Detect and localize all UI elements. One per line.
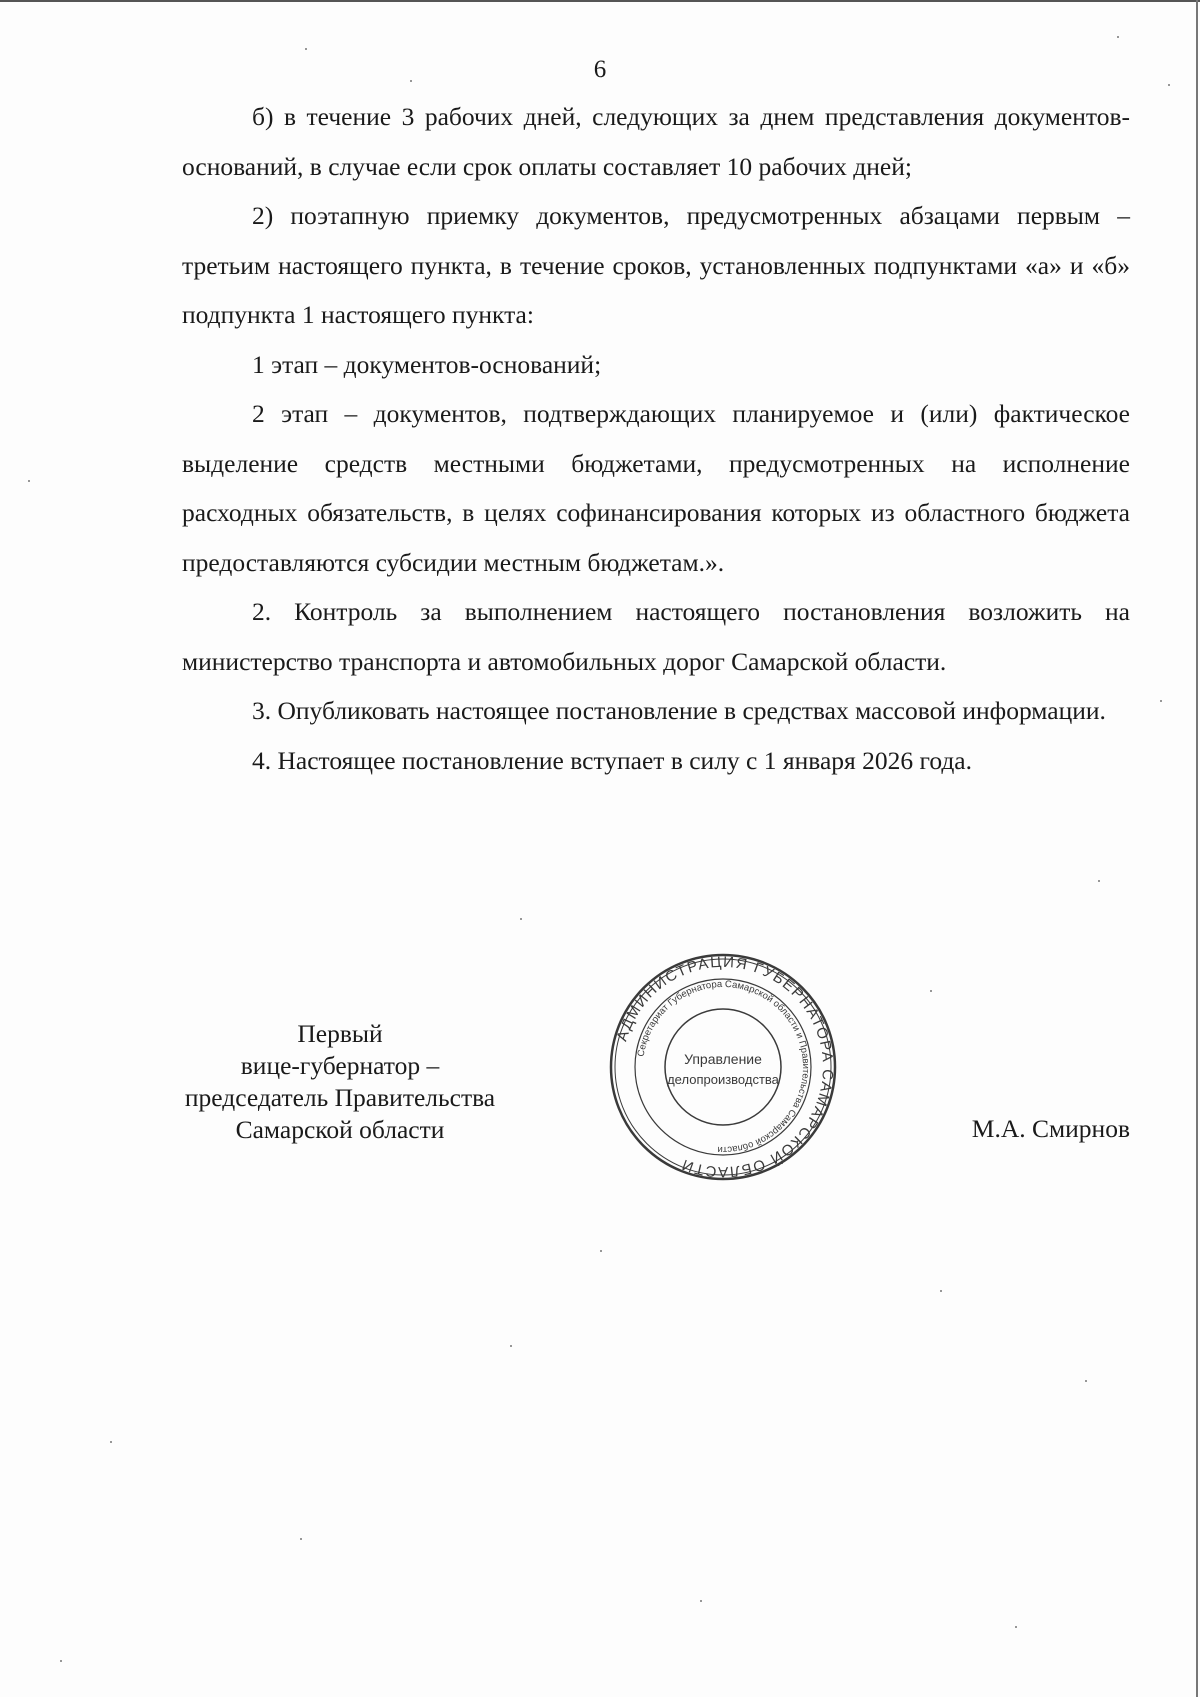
- paragraph-effective-date: 4. Настоящее постановление вступает в силу с 1 января 2026 года.: [252, 745, 973, 775]
- scan-speck: [930, 990, 932, 992]
- signatory-name: М.А. Смирнов: [971, 1114, 1130, 1143]
- scan-speck: [600, 1250, 602, 1252]
- scan-speck: [410, 80, 412, 82]
- scan-speck: [1098, 880, 1100, 882]
- official-stamp: [608, 952, 838, 1182]
- signatory-title-line: председатель Правительства: [184, 1083, 496, 1112]
- scan-speck: [1085, 1380, 1087, 1382]
- scan-speck: [1168, 84, 1170, 86]
- scan-speck: [510, 1345, 512, 1347]
- scan-speck: [60, 1660, 62, 1662]
- signatory-title: [140, 1018, 540, 1146]
- page-number: 6: [593, 56, 607, 83]
- right-border-line: [1196, 0, 1198, 1697]
- scan-speck: [700, 1600, 702, 1602]
- scan-speck: [305, 48, 307, 50]
- scan-speck: [1015, 1626, 1017, 1628]
- paragraph-b-deadline: б) в течение 3 рабочих дней, следующих за днем представления документов-оснований, в случае если срок оплаты составляет 10 рабочих дней;: [182, 102, 1130, 181]
- document-body: [182, 92, 1130, 785]
- signatory-title-line: вице-губернатор –: [240, 1051, 440, 1080]
- signatory-title-line: Самарской области: [235, 1115, 445, 1144]
- scan-speck: [28, 480, 30, 482]
- scan-speck: [520, 918, 522, 920]
- signatory-title-line: Первый: [297, 1019, 383, 1048]
- stamp-inner-text: Секретариат Губернатора Самарской области и Правительства Самарской области: [635, 978, 812, 1156]
- paragraph-control: 2. Контроль за выполнением настоящего постановления возложить на министерство транспорта и автомобильных дорог Самарской области.: [182, 597, 1130, 676]
- scan-speck: [300, 1538, 302, 1540]
- scan-speck: [1117, 36, 1119, 38]
- top-border-line: [0, 0, 1200, 2]
- paragraph-stage-2: 2 этап – документов, подтверждающих планируемое и (или) фактическое выделение средств местными бюджетами, предусмотренных на исполнение расходных обязательств, в целях софинансирования которых из областного бюджета предоставляются субсидии местным бюджетам.».: [182, 399, 1130, 577]
- stamp-center-ring: [665, 1009, 781, 1125]
- scan-speck: [110, 1441, 112, 1443]
- scan-speck: [940, 1290, 942, 1292]
- scan-speck: [1160, 700, 1162, 702]
- paragraph-staged-acceptance: 2) поэтапную приемку документов, предусмотренных абзацами первым – третьим настоящего пункта, в течение сроков, установленных подпунктами «а» и «б» подпункта 1 настоящего пункта:: [182, 201, 1130, 329]
- stamp-center-line-1: Управление: [684, 1051, 762, 1067]
- stamp-outer-text: АДМИНИСТРАЦИЯ ГУБЕРНАТОРА САМАРСКОЙ ОБЛАСТИ: [613, 953, 837, 1181]
- paragraph-stage-1: 1 этап – документов-оснований;: [252, 349, 602, 379]
- paragraph-publish: 3. Опубликовать настоящее постановление в средствах массовой информации.: [252, 696, 1106, 725]
- stamp-center-line-2: делопроизводства: [667, 1072, 779, 1087]
